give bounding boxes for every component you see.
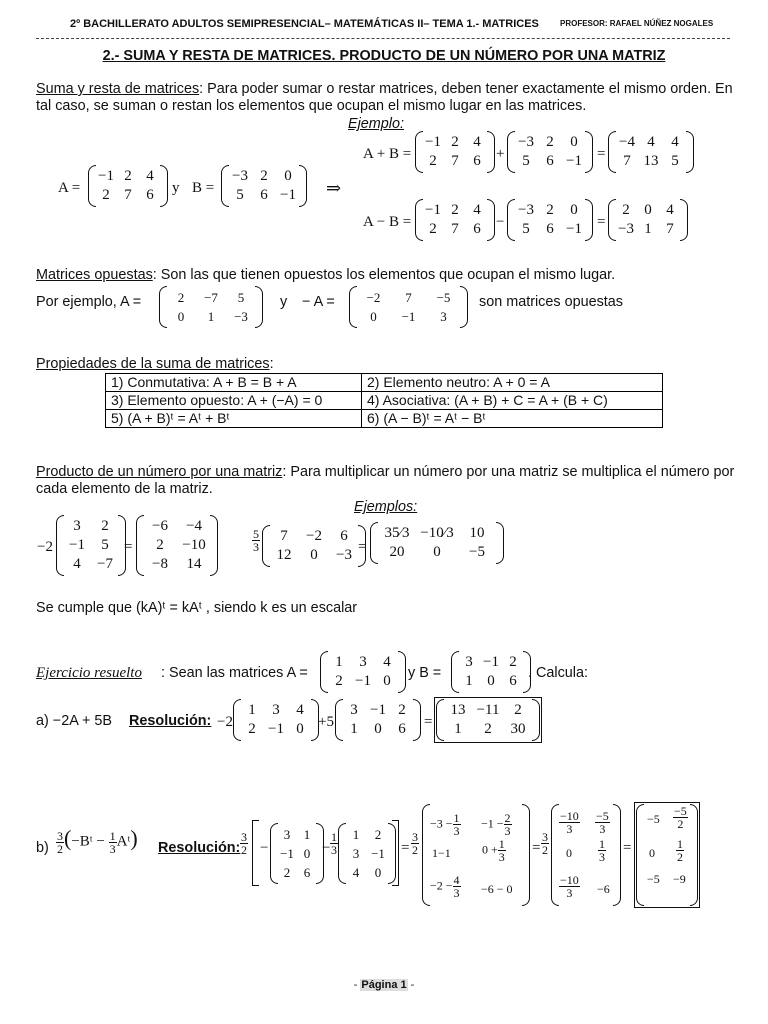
- frac-den: 3: [566, 822, 573, 836]
- opuestas-y: y: [280, 294, 288, 310]
- frac-num: 3: [241, 830, 247, 844]
- frac-num: 1: [677, 837, 683, 851]
- matrix-cell: 5: [522, 221, 530, 237]
- prop-cell: 1) Conmutativa: A + B = B + A: [106, 374, 362, 392]
- matrix-cell: 0: [644, 202, 652, 218]
- propiedades-table: [105, 373, 663, 428]
- matrix-cell: 7: [623, 153, 631, 169]
- s1-r1c1-text: −3 −: [430, 816, 453, 831]
- ejercicio-intro: : Sean las matrices A =: [161, 665, 308, 681]
- matrix-cell: 3: [272, 702, 280, 718]
- s1-r3c1-text: −2 −: [430, 878, 453, 893]
- matrix-cell: 3: [352, 846, 360, 861]
- ex1-result-matrix: [136, 515, 218, 576]
- s2-r2c1: 0: [566, 846, 572, 860]
- matrix-cell: 4: [296, 702, 304, 718]
- matrix-cell: 2: [398, 702, 406, 718]
- suma-text: : Para poder sumar o restar matrices, deben tener exactamente el mismo orden. En tal caso, se suman o restan los elementos que ocupan el mismo lugar en las matrices.: [36, 81, 733, 114]
- matrix-cell: −6: [152, 518, 168, 534]
- matrix-cell: −1: [401, 309, 416, 324]
- matrix-cell: 0: [177, 309, 185, 324]
- r-r2c2: [676, 838, 684, 863]
- diff-matrix-B: [507, 199, 593, 241]
- suma-heading: Suma y resta de matrices: [36, 81, 200, 97]
- matrix-cell: 0: [383, 673, 391, 689]
- matrix-cell: 2: [622, 202, 630, 218]
- matrix-cell: −3: [234, 309, 248, 324]
- part-a-m2: −2: [217, 714, 233, 730]
- opuestas-paragraph: [36, 267, 736, 284]
- s1-r2c1: 1−1: [432, 846, 451, 860]
- frac-num: 2: [504, 811, 511, 825]
- matrix-cell: 5: [101, 537, 109, 553]
- producto-heading: Producto de un número por una matriz: [36, 464, 283, 480]
- matrix-cell: 4: [73, 556, 81, 572]
- matrix-cell: −5: [436, 290, 451, 305]
- matrix-cell: 2: [451, 134, 459, 150]
- matrix-cell: 6: [260, 187, 268, 203]
- matrix-cell: 6: [473, 153, 481, 169]
- s1-r2c2-text: 0 +: [482, 842, 498, 857]
- matrix-cell: 0: [570, 202, 578, 218]
- ex2-num: 5: [253, 527, 259, 541]
- table-row: [106, 410, 663, 428]
- matrix-cell: 1: [465, 673, 473, 689]
- matrix-cell: −1: [425, 134, 441, 150]
- frac-den: 3: [453, 824, 460, 838]
- b-eq-3: =: [623, 840, 632, 856]
- matrix-cell: 13: [643, 153, 659, 169]
- frac-den: 2: [677, 850, 683, 864]
- matrix-cell: −10: [182, 537, 206, 553]
- b-At: Aᵗ: [116, 833, 131, 850]
- matrix-cell: −3: [336, 547, 352, 563]
- matrix-cell: −3: [618, 221, 634, 237]
- frac-den: 3: [599, 822, 606, 836]
- part-b-matrix-Bt: [270, 823, 324, 884]
- matrix-cell: 4: [146, 168, 154, 184]
- sum-lhs: A + B =: [363, 146, 412, 162]
- frac-den: 3: [109, 842, 116, 856]
- part-a-matrix-A: [233, 699, 319, 741]
- s2-r3c1: [559, 874, 580, 899]
- prop-cell: 5) (A + B)ᵗ = Aᵗ + Bᵗ: [106, 410, 362, 428]
- matrix-cell: −1: [69, 537, 85, 553]
- matrix-cell: 2: [156, 537, 164, 553]
- ex1-eq: =: [124, 539, 133, 555]
- s1-r1c2: [481, 812, 512, 837]
- teacher-header: PROFESOR: RAFAEL NÚÑEZ NOGALES: [560, 19, 714, 28]
- frac-den: 2: [542, 843, 548, 857]
- matrix-cell: 0: [374, 721, 382, 737]
- opuestas-text: : Son las que tienen opuestos los elementos que ocupan el mismo lugar.: [152, 267, 616, 283]
- matrix-cell: 1: [352, 827, 360, 842]
- matrix-cell: 1: [644, 221, 652, 237]
- producto-text: : Para multiplicar un número por una matriz se multiplica el número por cada elemento de la matriz.: [36, 464, 735, 497]
- matrix-cell: 2: [514, 702, 522, 718]
- prop-cell: 2) Elemento neutro: A + 0 = A: [362, 374, 663, 392]
- matrix-cell: 5: [522, 153, 530, 169]
- implies-symbol: ⇒: [326, 178, 342, 198]
- prop-cell: 4) Asociativa: (A + B) + C = A + (B + C): [362, 392, 663, 410]
- s2-r2c2: [598, 838, 606, 863]
- part-b-resolucion: Resolución:: [158, 840, 241, 856]
- matrix-cell: 2: [429, 221, 437, 237]
- ejercicio-matrix-A: [320, 651, 406, 693]
- matrix-cell: −1: [371, 846, 385, 861]
- matrix-cell: 3: [283, 827, 291, 842]
- frac-den: 2: [677, 817, 684, 831]
- suma-example-label: Ejemplo:: [348, 116, 404, 132]
- matrix-cell: 1: [350, 721, 358, 737]
- diff-result-matrix: [608, 199, 688, 241]
- matrix-cell: 2: [509, 654, 517, 670]
- page-title: 2.- SUMA Y RESTA DE MATRICES. PRODUCTO DE UN NÚMERO POR UNA MATRIZ: [102, 48, 666, 64]
- suma-matrix-A: [88, 165, 168, 207]
- frac-num: 3: [412, 830, 418, 844]
- open-paren: (: [64, 825, 72, 851]
- matrix-cell: 2: [283, 865, 291, 880]
- matrix-cell: 0: [284, 168, 292, 184]
- matrix-cell: 0: [374, 865, 382, 880]
- frac-num: 3: [542, 830, 548, 844]
- frac-den: 2: [57, 842, 63, 856]
- sum-plus: +: [496, 146, 505, 162]
- matrix-cell: 2: [248, 721, 256, 737]
- frac-den: 3: [498, 850, 505, 864]
- ex2-eq: =: [358, 539, 367, 555]
- matrix-cell: −1: [280, 846, 294, 861]
- matrix-cell: −1: [483, 654, 499, 670]
- matrix-cell: −1: [425, 202, 441, 218]
- matrix-cell: 2: [429, 153, 437, 169]
- left-bracket: [252, 820, 259, 886]
- matrix-cell: −2: [366, 290, 381, 305]
- matrix-cell: 6: [546, 153, 554, 169]
- s1-r3c2: −6 − 0: [481, 882, 513, 896]
- matrix-cell: −1: [268, 721, 284, 737]
- frac-num: −5: [674, 804, 687, 818]
- frac-num: −10: [560, 809, 579, 823]
- header-divider: [36, 38, 730, 39]
- matrix-cell: 7: [666, 221, 674, 237]
- matrix-cell: 6: [340, 528, 348, 544]
- opuestas-matrix-A: [159, 286, 263, 328]
- matrix-cell: 2: [101, 518, 109, 534]
- matrix-cell: 7: [280, 528, 288, 544]
- matrix-cell: 2: [546, 202, 554, 218]
- matrix-cell: 6: [473, 221, 481, 237]
- matrix-cell: 1: [303, 827, 311, 842]
- producto-paragraph: [36, 464, 736, 498]
- table-row: [106, 392, 663, 410]
- s2-r3c2: −6: [597, 882, 610, 896]
- frac-den: 3: [566, 886, 573, 900]
- table-row: [106, 374, 663, 392]
- matrix-cell: −1: [98, 168, 114, 184]
- ex2-r1c3: 10: [469, 525, 485, 541]
- part-a-matrix-B: [335, 699, 421, 741]
- matrix-cell: 4: [671, 134, 679, 150]
- matrix-cell: 4: [666, 202, 674, 218]
- matrix-cell: 2: [260, 168, 268, 184]
- matrix-cell: 2: [374, 827, 382, 842]
- opuestas-ex-prefix: Por ejemplo, A =: [36, 294, 142, 310]
- matrix-cell: 3: [73, 518, 81, 534]
- ex2-scalar: [252, 528, 260, 553]
- matrix-cell: 6: [303, 865, 311, 880]
- matrix-cell: 2: [102, 187, 110, 203]
- matrix-cell: 0: [570, 134, 578, 150]
- matrix-cell: −2: [306, 528, 322, 544]
- part-b-matrix-At: [338, 823, 396, 884]
- propiedades-heading: Propiedades de la suma de matrices: [36, 356, 270, 372]
- matrix-cell: −1: [566, 221, 582, 237]
- ex2-r2c2: 0: [433, 544, 441, 560]
- b-scalar: [240, 831, 248, 856]
- b-minus-2: −: [322, 840, 331, 856]
- s1-r3c1: [430, 874, 461, 899]
- matrix-cell: 0: [310, 547, 318, 563]
- matrix-cell: 4: [473, 134, 481, 150]
- ejercicio-matrix-B: [451, 651, 531, 693]
- producto-examples-label: Ejemplos:: [354, 499, 418, 515]
- opuestas-heading: Matrices opuestas: [36, 267, 153, 283]
- matrix-cell: 2: [451, 202, 459, 218]
- matrix-cell: 4: [383, 654, 391, 670]
- matrix-cell: 7: [124, 187, 132, 203]
- matrix-cell: 5: [236, 187, 244, 203]
- matrix-cell: −1: [370, 702, 386, 718]
- r-r3c1: −5: [647, 872, 660, 886]
- footer-pre: -: [353, 979, 361, 991]
- diff-minus: −: [496, 214, 505, 230]
- b-eq-1: =: [401, 840, 410, 856]
- matrix-cell: 2: [177, 290, 185, 305]
- matrix-cell: 2: [546, 134, 554, 150]
- matrix-cell: 3: [440, 309, 447, 324]
- diff-matrix-A: [415, 199, 495, 241]
- ex1-matrix: [56, 515, 126, 576]
- part-b-result-matrix: [636, 804, 698, 906]
- part-a-label: a) −2A + 5B: [36, 713, 113, 729]
- matrix-cell: −11: [476, 702, 500, 718]
- matrix-cell: 7: [405, 290, 412, 305]
- ex2-r2c3: −5: [469, 544, 485, 560]
- matrix-cell: 1: [454, 721, 462, 737]
- frac-num: 1: [331, 830, 337, 844]
- close-paren: ): [130, 825, 138, 851]
- ex2-matrix: [262, 525, 366, 567]
- diff-eq: =: [597, 214, 606, 230]
- r-r2c1: 0: [649, 846, 655, 860]
- matrix-cell: 0: [487, 673, 495, 689]
- suma-matrix-B: [221, 165, 307, 207]
- ex2-r1c1: 35⁄3: [384, 525, 410, 541]
- frac-num: 1: [453, 811, 460, 825]
- opuestas-negA-label: − A =: [302, 294, 335, 310]
- matrix-cell: 4: [473, 202, 481, 218]
- matrix-cell: 1: [207, 309, 215, 324]
- matrix-cell: 5: [237, 290, 245, 305]
- part-b-label: b): [36, 840, 49, 856]
- r-r1c1: −5: [647, 812, 660, 826]
- ejercicio-y: y B =: [408, 665, 442, 681]
- diff-lhs: A − B =: [363, 214, 412, 230]
- matrix-cell: 4: [647, 134, 655, 150]
- suma-paragraph: [36, 81, 736, 115]
- matrix-cell: −3: [518, 134, 534, 150]
- right-bracket: [392, 820, 399, 886]
- r-r3c2: −9: [673, 872, 686, 886]
- s1-r1c1: [430, 812, 461, 837]
- opuestas-matrix-negA: [349, 286, 468, 328]
- matrix-cell: −4: [619, 134, 635, 150]
- frac-den: 3: [331, 843, 337, 857]
- matrix-cell: 0: [296, 721, 304, 737]
- ex2-r1c2: −10⁄3: [420, 525, 454, 541]
- matrix-cell: −8: [152, 556, 168, 572]
- part-a-resolucion: Resolución:: [129, 713, 212, 729]
- frac-num: −10: [560, 873, 579, 887]
- matrix-cell: −4: [186, 518, 202, 534]
- matrix-cell: −3: [518, 202, 534, 218]
- ex2-result-matrix: [370, 522, 504, 564]
- frac-num: −5: [596, 809, 609, 823]
- ex1-scalar: −2: [37, 539, 53, 555]
- prop-cell: 6) (A − B)ᵗ = Aᵗ − Bᵗ: [362, 410, 663, 428]
- ejercicio-label: Ejercicio resuelto: [36, 665, 142, 681]
- propiedades-heading-line: [36, 356, 274, 372]
- matrix-cell: 4: [352, 865, 360, 880]
- frac-den: 3: [453, 886, 460, 900]
- frac-num: 1: [599, 837, 605, 851]
- matrix-cell: 3: [359, 654, 367, 670]
- matrix-cell: 6: [398, 721, 406, 737]
- matrix-cell: 0: [370, 309, 377, 324]
- matrix-cell: 2: [335, 673, 343, 689]
- prop-cell: 3) Elemento opuesto: A + (−A) = 0: [106, 392, 362, 410]
- frac-den: 3: [504, 824, 511, 838]
- matrix-cell: −1: [355, 673, 371, 689]
- page-number: Página 1: [361, 979, 407, 991]
- part-a-eq: =: [424, 714, 433, 730]
- part-a-result-matrix: [436, 699, 540, 741]
- matrix-cell: 13: [450, 702, 466, 718]
- opuestas-suffix: son matrices opuestas: [479, 294, 623, 310]
- frac-num: 1: [498, 837, 505, 851]
- matrix-cell: 1: [335, 654, 343, 670]
- frac-num: 3: [57, 829, 63, 843]
- matrix-cell: −7: [97, 556, 113, 572]
- ejercicio-calcula: . Calcula:: [528, 665, 588, 681]
- matrix-cell: 1: [248, 702, 256, 718]
- b-expr: −Bᵗ −: [71, 833, 109, 850]
- r-r1c2: [673, 805, 688, 830]
- matrix-cell: 6: [509, 673, 517, 689]
- s1-r1c2-text: −1 −: [481, 816, 504, 831]
- matrix-cell: −1: [280, 187, 296, 203]
- matrix-cell: −3: [232, 168, 248, 184]
- suma-y: y: [172, 180, 180, 196]
- frac-num: 1: [109, 829, 116, 843]
- sum-result-matrix: [608, 131, 694, 173]
- matrix-cell: 3: [350, 702, 358, 718]
- footer-post: -: [407, 979, 415, 991]
- b-scalar-2: [411, 831, 419, 856]
- s2-r1c2: [595, 810, 610, 835]
- matrix-cell: −7: [204, 290, 218, 305]
- page-footer: [0, 979, 768, 991]
- matrix-cell: 2: [484, 721, 492, 737]
- sum-eq: =: [597, 146, 606, 162]
- matrix-cell: 12: [276, 547, 292, 563]
- matrix-cell: 6: [546, 221, 554, 237]
- b-scalar-3: [541, 831, 549, 856]
- frac-den: 3: [599, 850, 605, 864]
- matrix-cell: −1: [566, 153, 582, 169]
- sum-matrix-A: [415, 131, 495, 173]
- sum-matrix-B: [507, 131, 593, 173]
- matrix-cell: 14: [186, 556, 202, 572]
- matrix-cell: 7: [451, 153, 459, 169]
- suma-B-label: B =: [192, 180, 215, 196]
- propiedades-colon: :: [269, 356, 274, 372]
- frac-den: 2: [241, 843, 247, 857]
- frac-num: 4: [453, 873, 460, 887]
- matrix-cell: 2: [124, 168, 132, 184]
- s2-r1c1: [559, 810, 580, 835]
- producto-cumple: Se cumple que (kA)ᵗ = kAᵗ , siendo k es un escalar: [36, 600, 358, 616]
- course-header: 2º BACHILLERATO ADULTOS SEMIPRESENCIAL– MATEMÁTICAS II– TEMA 1.- MATRICES: [70, 18, 539, 30]
- ex2-den: 3: [253, 540, 259, 554]
- part-a-p5: +5: [318, 714, 334, 730]
- ex2-r2c1: 20: [389, 544, 405, 560]
- frac-den: 2: [412, 843, 418, 857]
- s1-r2c2: [482, 838, 506, 863]
- b-eq-2: =: [532, 840, 541, 856]
- part-b-expression: [56, 825, 138, 856]
- matrix-cell: 7: [451, 221, 459, 237]
- matrix-cell: 6: [146, 187, 154, 203]
- b-minus: −: [260, 840, 269, 856]
- matrix-cell: 5: [671, 153, 679, 169]
- b-third: [330, 831, 338, 856]
- suma-A-label: A =: [58, 180, 81, 196]
- matrix-cell: 0: [303, 846, 311, 861]
- matrix-cell: 3: [465, 654, 473, 670]
- matrix-cell: 30: [510, 721, 526, 737]
